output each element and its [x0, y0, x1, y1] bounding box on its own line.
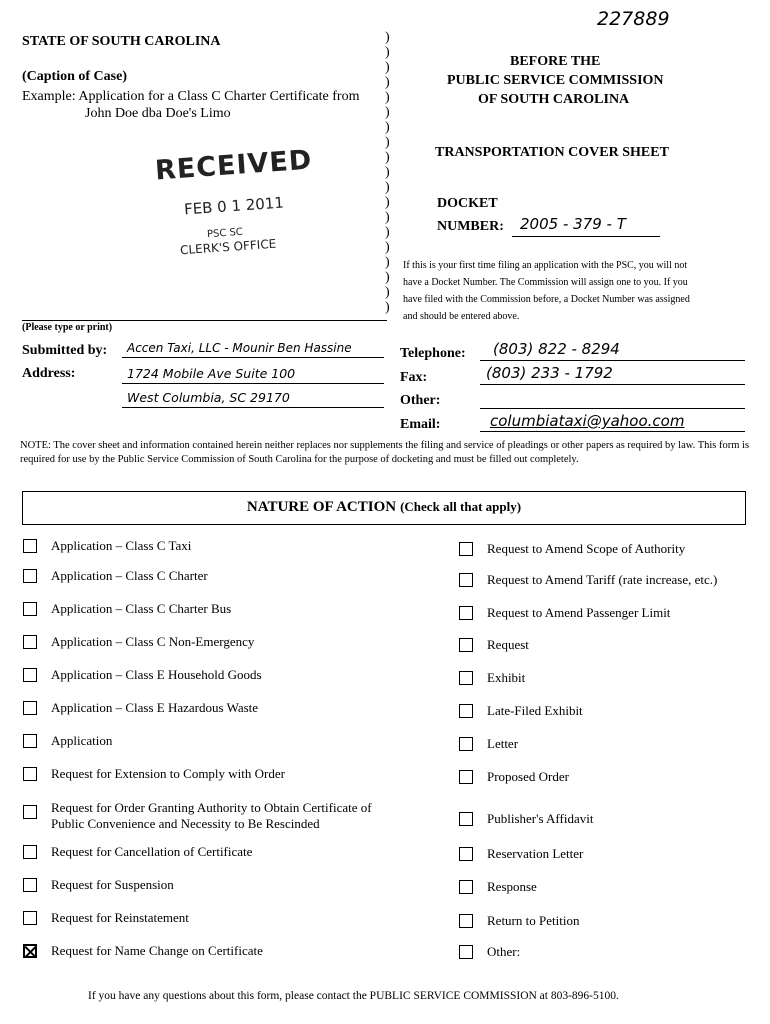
checkbox-left-1[interactable]: [23, 569, 37, 583]
checkbox-label-left-7: Request for Extension to Comply with Order: [51, 766, 285, 781]
checkbox-right-2[interactable]: [459, 606, 473, 620]
docket-number-value[interactable]: 2005 - 379 - T: [520, 215, 626, 233]
telephone-value[interactable]: (803) 822 - 8294: [493, 340, 620, 358]
caption-example-line1: Example: Application for a Class C Charter Certificate from: [22, 89, 360, 104]
checkbox-label-left-0: Application – Class C Taxi: [51, 538, 192, 553]
docket-label: DOCKET: [437, 196, 498, 211]
commission-line3: OF SOUTH CAROLINA: [478, 92, 630, 107]
checkbox-left-3[interactable]: [23, 635, 37, 649]
checkbox-left-8[interactable]: [23, 805, 37, 819]
checkbox-label-left-12: Request for Name Change on Certificate: [51, 943, 263, 958]
checkbox-label-left-4: Application – Class E Household Goods: [51, 667, 262, 682]
checkbox-label-right-5: Late-Filed Exhibit: [487, 703, 583, 718]
checkbox-label-right-8: Publisher's Affidavit: [487, 811, 594, 826]
checkbox-right-6[interactable]: [459, 737, 473, 751]
checkbox-right-3[interactable]: [459, 638, 473, 652]
other-label: Other:: [400, 393, 441, 408]
footer-text: If you have any questions about this form, please contact the PUBLIC SERVICE COMMISSION at 803-896-5100.: [88, 990, 619, 1002]
stamp-office: CLERK'S OFFICE: [179, 236, 277, 258]
checkbox-left-11[interactable]: [23, 911, 37, 925]
submitted-line: [122, 357, 384, 358]
checkbox-right-0[interactable]: [459, 542, 473, 556]
filing-number: 227889: [597, 8, 670, 30]
email-value[interactable]: columbiataxi@yahoo.com: [490, 412, 685, 430]
caption-example-line2: John Doe dba Doe's Limo: [85, 106, 231, 121]
checkbox-right-7[interactable]: [459, 770, 473, 784]
checkbox-label-left-6: Application: [51, 733, 113, 748]
docket-note: If this is your first time filing an application with the PSC, you will not have a Docket Number. The Commission will assign one to you. If you have filed with the Commission before, a Docket Number was assigned and should be entered above.: [403, 260, 690, 322]
telephone-line: [480, 360, 745, 361]
checkbox-right-1[interactable]: [459, 573, 473, 587]
caption-divider: ) ) ) ) ) ) ) ) ) ) ) ) ) ) ) ) ) ) ): [385, 30, 390, 315]
fax-line: [480, 384, 745, 385]
stamp-psc: PSC SC: [206, 226, 244, 241]
checkbox-label-left-10: Request for Suspension: [51, 877, 174, 892]
checkbox-label-left-3: Application – Class C Non-Emergency: [51, 634, 255, 649]
checkbox-left-12[interactable]: [23, 944, 37, 958]
docket-number-line: [512, 236, 660, 237]
checkbox-left-10[interactable]: [23, 878, 37, 892]
checkbox-label-right-10: Response: [487, 879, 537, 894]
checkbox-label-right-11: Return to Petition: [487, 913, 580, 928]
checkbox-label-right-7: Proposed Order: [487, 769, 569, 784]
submitted-value[interactable]: Accen Taxi, LLC - Mounir Ben Hassine: [127, 341, 352, 355]
checkbox-label-right-6: Letter: [487, 736, 519, 751]
checkbox-label-left-5: Application – Class E Hazardous Waste: [51, 700, 259, 715]
received-stamp: RECEIVED: [154, 144, 314, 187]
checkbox-label-right-0: Request to Amend Scope of Authority: [487, 541, 686, 556]
checkbox-right-10[interactable]: [459, 880, 473, 894]
fax-label: Fax:: [400, 370, 428, 385]
checkbox-right-5[interactable]: [459, 704, 473, 718]
checkbox-left-4[interactable]: [23, 668, 37, 682]
checkbox-left-5[interactable]: [23, 701, 37, 715]
checkbox-label-left-1: Application – Class C Charter: [51, 568, 208, 583]
checkbox-left-0[interactable]: [23, 539, 37, 553]
address-line1: [122, 383, 384, 384]
checkbox-left-9[interactable]: [23, 845, 37, 859]
submitted-label: Submitted by:: [22, 343, 108, 358]
checkbox-right-4[interactable]: [459, 671, 473, 685]
checkbox-label-right-9: Reservation Letter: [487, 846, 584, 861]
type-note: (Please type or print): [22, 322, 113, 333]
checkbox-right-9[interactable]: [459, 847, 473, 861]
notice-text: NOTE: The cover sheet and information contained herein neither replaces nor supplements the filing and service of pleadings or other papers as required by law. This form is required for use by the Public Service Commission of South Carolina for the purpose of docketing and must be filled out completely.: [20, 440, 750, 465]
address-label: Address:: [22, 366, 76, 381]
nature-subtitle: (Check all that apply): [400, 499, 522, 514]
other-line: [480, 408, 745, 409]
nature-title: NATURE OF ACTION: [246, 499, 397, 515]
telephone-label: Telephone:: [400, 346, 466, 361]
checkbox-right-12[interactable]: [459, 945, 473, 959]
caption-label: (Caption of Case): [22, 69, 127, 84]
fax-value[interactable]: (803) 233 - 1792: [486, 364, 613, 382]
commission-line2: PUBLIC SERVICE COMMISSION: [447, 73, 664, 88]
checkbox-label-right-4: Exhibit: [487, 670, 526, 685]
checkbox-left-6[interactable]: [23, 734, 37, 748]
address-value-line2[interactable]: West Columbia, SC 29170: [127, 390, 290, 405]
checkbox-label-left-8: Request for Order Granting Authority to Obtain Certificate of Public Convenience and Necessity to Be Rescinded: [51, 800, 372, 831]
email-label: Email:: [400, 417, 441, 432]
stamp-date: FEB 0 1 2011: [183, 193, 285, 219]
address-line2: [122, 407, 384, 408]
checkbox-label-right-12: Other:: [487, 944, 521, 959]
caption-rule: [22, 320, 387, 321]
checkbox-left-2[interactable]: [23, 602, 37, 616]
checkbox-label-left-9: Request for Cancellation of Certificate: [51, 844, 253, 859]
checkbox-label-right-3: Request: [487, 637, 529, 652]
nature-of-action-box: [22, 491, 746, 525]
docket-number-label: NUMBER:: [437, 219, 504, 234]
checkbox-label-left-11: Request for Reinstatement: [51, 910, 189, 925]
checkbox-left-7[interactable]: [23, 767, 37, 781]
checkbox-right-11[interactable]: [459, 914, 473, 928]
address-value-line1[interactable]: 1724 Mobile Ave Suite 100: [127, 366, 296, 381]
checkbox-right-8[interactable]: [459, 812, 473, 826]
commission-line1: BEFORE THE: [510, 54, 601, 69]
email-line: [480, 431, 745, 432]
checkbox-label-right-1: Request to Amend Tariff (rate increase, etc.): [487, 572, 718, 587]
sheet-title: TRANSPORTATION COVER SHEET: [435, 145, 669, 160]
checkbox-label-left-2: Application – Class C Charter Bus: [51, 601, 232, 616]
checkbox-label-right-2: Request to Amend Passenger Limit: [487, 605, 671, 620]
state-heading: STATE OF SOUTH CAROLINA: [22, 34, 221, 49]
